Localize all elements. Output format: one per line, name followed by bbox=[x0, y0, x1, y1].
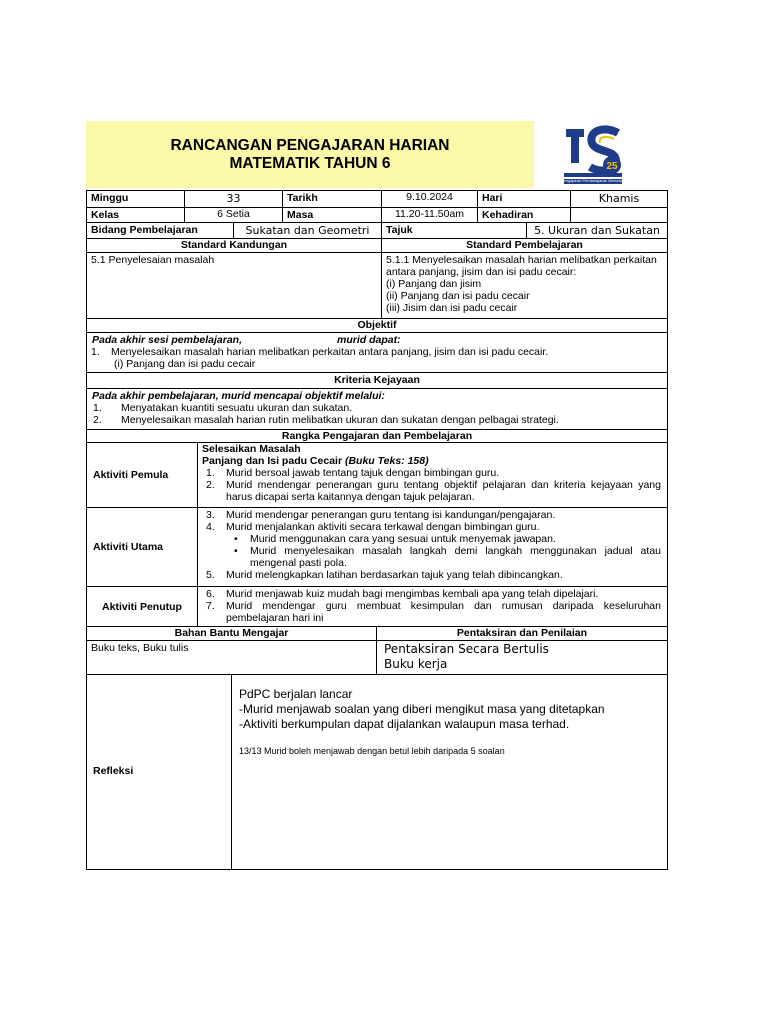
pembelajaran-line: (iii) Jisim dan isi padu cecair bbox=[386, 302, 518, 314]
refleksi-cell bbox=[231, 674, 668, 870]
title-line-2: MATEMATIK TAHUN 6 bbox=[229, 155, 391, 172]
minggu-value: 33 bbox=[184, 190, 283, 208]
pentaksiran-cell bbox=[376, 640, 668, 675]
kehadiran-value bbox=[570, 207, 668, 223]
rangka-header: Rangka Pengajaran dan Pembelajaran bbox=[86, 429, 668, 443]
pemula-item: 2. Murid mendengar penerangan guru tentang objektif pelajaran dan kriteria kejayaan yang harus dicapai serta kaitannya dengan tajuk pelajaran. bbox=[206, 479, 661, 503]
aktiviti-penutup-content bbox=[197, 586, 668, 627]
utama-item: 3. Murid mendengar penerangan guru tentang isi kandungan/pengajaran. bbox=[206, 509, 556, 521]
pemula-sub: Panjang dan Isi padu Cecair (Buku Teks: 158) bbox=[202, 455, 429, 467]
standard-pembelajaran-cell bbox=[381, 252, 668, 319]
refleksi-note: 13/13 Murid boleh menjawab dengan betul lebih daripada 5 soalan bbox=[239, 746, 505, 756]
hari-label: Hari bbox=[477, 190, 571, 208]
pemula-heading: Selesaikan Masalah bbox=[202, 443, 301, 455]
title-line-1: RANCANGAN PENGAJARAN HARIAN bbox=[170, 137, 450, 154]
kriteria-cell bbox=[86, 388, 668, 430]
penutup-item: 7. Murid mendengar guru membuat kesimpulan dan rumusan daripada keseluruhan pembelajaran hari ini bbox=[206, 600, 661, 624]
refleksi-line: -Aktiviti berkumpulan dapat dijalankan walaupun masa terhad. bbox=[239, 717, 570, 731]
tajuk-label: Tajuk bbox=[381, 222, 527, 239]
aktiviti-penutup-label: Aktiviti Penutup bbox=[86, 586, 198, 627]
kelas-label: Kelas bbox=[86, 207, 185, 223]
tarikh-value: 9.10.2024 bbox=[381, 190, 478, 208]
kelas-value: 6 Setia bbox=[184, 207, 283, 223]
objektif-item: 1. Menyelesaikan masalah harian melibatkan perkaitan antara panjang, jisim dan isi padu cecair. bbox=[91, 346, 549, 358]
standard-kandungan-text: 5.1 Penyelesaian masalah bbox=[86, 252, 382, 319]
refleksi-label: Refleksi bbox=[86, 674, 232, 870]
kriteria-item: 1. Menyatakan kuantiti sesuatu ukuran dan sukatan. bbox=[93, 402, 353, 414]
bahan-value: Buku teks, Buku tulis bbox=[86, 640, 377, 675]
objektif-cell bbox=[86, 332, 668, 373]
logo-caption: Pengajaran Pembelajaran Berkesan bbox=[560, 178, 626, 183]
minggu-label: Minggu bbox=[86, 190, 185, 208]
refleksi-line: -Murid menjawab soalan yang diberi mengikut masa yang ditetapkan bbox=[239, 702, 605, 716]
aktiviti-utama-content bbox=[197, 507, 668, 587]
hari-value: Khamis bbox=[570, 190, 668, 208]
kriteria-item: 2. Menyelesaikan masalah harian rutin melibatkan ukuran dan sukatan dengan pelbagai strategi. bbox=[93, 414, 559, 426]
bidang-value: Sukatan dan Geometri bbox=[233, 222, 382, 239]
title-banner bbox=[86, 121, 534, 188]
pemula-item: 1. Murid bersoal jawab tentang tajuk dengan bimbingan guru. bbox=[206, 467, 500, 479]
kehadiran-label: Kehadiran bbox=[477, 207, 571, 223]
utama-item: 4. Murid menjalankan aktiviti secara terkawal dengan bimbingan guru. bbox=[206, 521, 540, 533]
standard-pembelajaran-header: Standard Pembelajaran bbox=[381, 238, 668, 253]
refleksi-line: PdPC berjalan lancar bbox=[239, 687, 353, 701]
pentaksiran-line: Buku kerja bbox=[384, 657, 448, 671]
aktiviti-pemula-content bbox=[197, 442, 668, 508]
utama-bullet: • Murid menggunakan cara yang sesuai untuk menyemak jawapan. bbox=[234, 533, 556, 545]
kriteria-intro: Pada akhir pembelajaran, murid mencapai objektif melalui: bbox=[92, 390, 385, 402]
svg-text:25: 25 bbox=[606, 161, 618, 172]
objektif-sub: (i) Panjang dan isi padu cecair bbox=[114, 358, 256, 370]
objektif-header: Objektif bbox=[86, 318, 668, 333]
objektif-intro: Pada akhir sesi pembelajaran, murid dapat: bbox=[92, 334, 401, 346]
pentaksiran-line: Pentaksiran Secara Bertulis bbox=[384, 642, 549, 656]
utama-bullet: • Murid menyelesaikan masalah langkah demi langkah menggunakan jadual atau mengenal pasti pola. bbox=[234, 545, 661, 569]
aktiviti-utama-label: Aktiviti Utama bbox=[86, 507, 198, 587]
standard-kandungan-header: Standard Kandungan bbox=[86, 238, 382, 253]
pembelajaran-line: (i) Panjang dan jisim bbox=[386, 278, 482, 290]
penutup-item: 6. Murid menjawab kuiz mudah bagi mengimbas kembali apa yang telah dipelajari. bbox=[206, 588, 599, 600]
masa-value: 11.20-11.50am bbox=[381, 207, 478, 223]
aktiviti-pemula-label: Aktiviti Pemula bbox=[86, 442, 198, 508]
pembelajaran-line: (ii) Panjang dan isi padu cecair bbox=[386, 290, 530, 302]
utama-item: 5. Murid melengkapkan latihan berdasarkan tajuk yang telah dibincangkan. bbox=[206, 569, 563, 581]
tajuk-value: 5. Ukuran dan Sukatan bbox=[526, 222, 668, 239]
kriteria-header: Kriteria Kejayaan bbox=[86, 372, 668, 389]
bahan-header: Bahan Bantu Mengajar bbox=[86, 626, 377, 641]
pentaksiran-header: Pentaksiran dan Penilaian bbox=[376, 626, 668, 641]
bidang-label: Bidang Pembelajaran bbox=[86, 222, 234, 239]
pembelajaran-line: 5.1.1 Menyelesaikan masalah harian melibatkan perkaitan antara panjang, jisim dan isi padu cecair: bbox=[386, 254, 657, 278]
masa-label: Masa bbox=[282, 207, 382, 223]
tarikh-label: Tarikh bbox=[282, 190, 382, 208]
